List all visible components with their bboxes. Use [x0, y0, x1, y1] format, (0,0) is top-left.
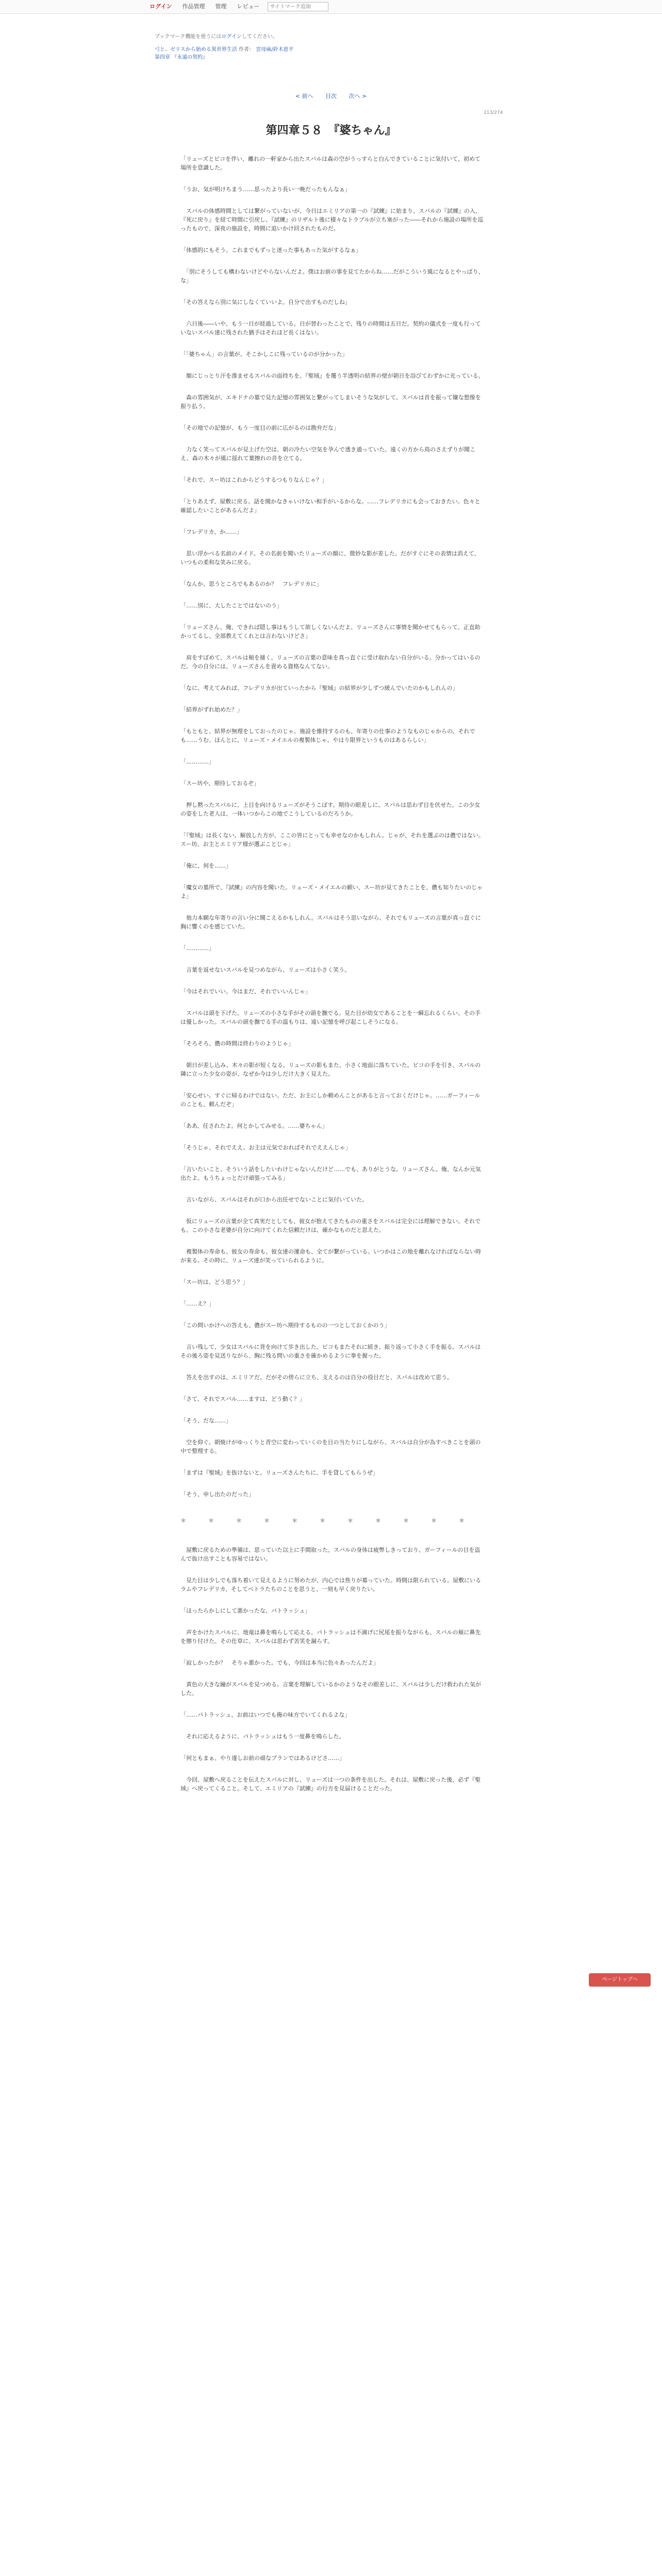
prev-link[interactable]: < 前へ [295, 93, 313, 99]
novel-paragraph: 「そうじゃ、それでええ。お主は元気でおればそれでええんじゃ」 [180, 1144, 351, 1151]
novel-paragraph: 「この問いかけへの答えも、儂がスー坊へ期待するものの一つとしておくかのう」 [180, 1322, 390, 1329]
novel-paragraph: 言葉を返せないスバルを見つめながら、リューズは小さく笑う。 [180, 967, 351, 973]
bookmark-notice [155, 32, 516, 40]
novel-paragraph: 朝日が差し込み、木々の影が短くなる。リューズの影もまた、小さく地面に落ちていた。ビコの手を引き、スバルの隣に立った少女の姿が、なぜか今は少しだけ大きく見えた。 [180, 1062, 481, 1077]
novel-paragraph: 押し黙ったスバルに、上目を向けるリューズがそうこぼす。期待の眼差しに、スバルは思わず目を伏せた。この少女の姿をした老人は、一体いつからこの地でこうしているのだろうか。 [180, 802, 481, 817]
nav-item-works[interactable]: 作品管理 [182, 3, 205, 10]
nav-item-manage[interactable]: 管理 [215, 3, 227, 10]
novel-paragraph: 言いながら、スバルはそれが口から出任せでないことに気付いていた。 [180, 1196, 368, 1203]
novel-paragraph: 「なんか、思うところでもあるのか？ フレデリカに」 [180, 581, 322, 587]
novel-paragraph: 「寂しかったか？ そりゃ悪かった。でも、今回は本当に色々あったんだよ」 [180, 1659, 379, 1666]
novel-paragraph: 思い浮かべる名前のメイド。その名前を聞いたリューズの顔に、微妙な影が差した。だがすぐにその表情は消えて、いつもの柔和な笑みに戻る。 [180, 550, 480, 566]
section-separator: ＊ ＊ ＊ ＊ ＊ ＊ ＊ ＊ ＊ ＊ ＊ [180, 1517, 473, 1524]
novel-paragraph: 複製体の寿命も、彼女の寿命も、彼女達の運命も、全てが繋がっている。いつかはこの地を離れなければならない時が来る。その時に、リューズ達が笑っていられるように。 [180, 1248, 481, 1264]
novel-paragraph: 「安心せい。すぐに帰るわけではない。ただ、お主にしか頼めんことがあると言っておくだけじゃ。……ガーフィールのことも、頼んだぞ」 [180, 1092, 481, 1108]
novel-paragraph: 六日後――いや、もう一日が経過している。日が替わったことで、残りの時間は五日だ。契約の儀式を一度も行っていないスバル達に残された猶予はそれほど長くはない。 [180, 320, 481, 336]
next-link[interactable]: 次へ > [349, 93, 367, 99]
chapter-pager [0, 92, 662, 100]
novel-body [180, 155, 485, 1806]
novel-paragraph: 「なに、考えてみれば、フレデリカが出ていったから『聖域』の結界が少しずつ緩んでいたのかもしれんの」 [180, 685, 458, 691]
novel-paragraph: 「リューズとビコを伴い、離れの一軒家から出たスバルは森の空がうっすらと白んできていることに気付いて、初めて場所を意識した。 [180, 156, 481, 171]
novel-paragraph: 「…………」 [180, 758, 214, 765]
series-title-link[interactable]: 弓と、ゼリスから始める異世界生活 [155, 47, 237, 53]
novel-paragraph: スバルは頭を下げた。リューズの小さな手がその頭を撫でる。見た目が幼女であることを一瞬忘れるくらい、その手は優しかった。スバルの頭を撫でる手の温もりは、遠い記憶を呼び起こしそうになる。 [180, 1010, 481, 1025]
novel-paragraph: 今回、屋敷へ戻ることを伝えたスバルに対し、リューズは一つの条件を出した。それは、屋敷に戻った後、必ず『聖域』へ戻ってくること。そして、エミリアの『試練』の行方を見届けることだった。 [180, 1776, 481, 1792]
novel-paragraph: 他力本願な年寄りの言い分に聞こえるかもしれん。スバルはそう思いながら、それでもリューズの言葉が真っ直ぐに胸に響くのを感じていた。 [180, 914, 481, 930]
novel-paragraph: 「体感的にもそう。これまでもずっと迷った事もあった気がするなぁ」 [180, 247, 362, 253]
novel-paragraph: 肩をすぼめて、スバルは頬を掻く。リューズの言葉の意味を真っ直ぐに受け取れない自分がいる。分かってはいるのだ。今の自分には、リューズさんを責める資格なんてない。 [180, 654, 481, 670]
novel-paragraph: 「『聖域』は長くない。解放した方が、ここの皆にとっても幸せなのかもしれん。じゃが、それを選ぶのは儂ではない。スー坊、お主とエミリア様が選ぶことじゃ」 [180, 832, 484, 848]
novel-paragraph: 「とりあえず、屋敷に戻る。話を聞かなきゃいけない相手がいるからな。……フレデリカにも会っておきたい。色々と確認したいことがあるんだよ」 [180, 498, 481, 514]
notice-suffix: してください。 [241, 34, 278, 40]
novel-header [155, 32, 516, 61]
nav-item-review[interactable]: レビュー [237, 3, 260, 10]
novel-paragraph: 「ほったらかしにして悪かったな、パトラッシュ」 [180, 1607, 311, 1614]
novel-paragraph: 声をかけたスバルに、地竜は鼻を鳴らして応える。パトラッシュは不満げに尻尾を振りながらも、スバルの頬に鼻先を擦り付けた。その仕草に、スバルは思わず苦笑を漏らす。 [180, 1629, 481, 1645]
toc-link[interactable]: 目次 [325, 93, 337, 99]
novel-paragraph: 「そう、だな……」 [180, 1417, 231, 1424]
novel-paragraph: 見た目は少しでも落ち着いて見えるように努めたが、内心では焦りが募っていた。時間は限られている。屋敷にいるラムやフレデリカ、そしてペトラたちのことを思うと、一刻も早く戻りたい。 [180, 1577, 481, 1592]
novel-paragraph: 屋敷に戻るための準備は、思っていた以上に手間取った。スバルの身体は疲弊しきっており、ガーフィールの目を盗んで抜け出すことも容易ではない。 [180, 1547, 481, 1562]
chapter-counter: 213/274 [484, 110, 503, 115]
novel-paragraph: 「その答えなら別に気にしなくていいよ。自分で出すものだしね」 [180, 299, 351, 306]
novel-paragraph: 「「婆ちゃん」の言葉が、そこかしこに残っているのが分かった」 [180, 351, 348, 358]
chapter-group: 第四章 『永遠の契約』 [155, 55, 208, 60]
top-navigation-bar [0, 0, 662, 14]
series-info [155, 46, 516, 54]
novel-paragraph: 「それで、スー坊はこれからどうするつもりなんじゃ？」 [180, 477, 328, 483]
novel-paragraph: 「さて、それでスバル……ますは、どう動く？」 [180, 1396, 305, 1402]
novel-paragraph: 「結界がずれ始めた？」 [180, 706, 243, 713]
novel-paragraph: 「リューズさん、俺、できれば隠し事はもうして欲しくないんだよ。リューズさんに事情を聞かせてもらって、正直助かってるし、全部教えてくれとは言わないけどさ」 [180, 624, 481, 639]
novel-paragraph: 「俺に、何を……」 [180, 862, 231, 869]
novel-paragraph: 「そう、申し出たのだった」 [180, 1491, 254, 1498]
novel-paragraph: 「…………」 [180, 945, 214, 952]
search-input[interactable] [268, 2, 328, 11]
novel-paragraph: 「……え？」 [180, 1300, 214, 1307]
novel-paragraph: 森の雰囲気が、エキドナの墓で見た記憶の雰囲気と繋がってしまいそうな気がして、スバルは首を振って嫌な想像を振り払う。 [180, 394, 481, 410]
novel-paragraph: 「……パトラッシュ、お前はいつでも俺の味方でいてくれるよな」 [180, 1711, 351, 1718]
page-top-button[interactable]: ページトップへ [589, 1973, 651, 1987]
novel-paragraph: それに応えるように、パトラッシュはもう一度鼻を鳴らした。 [180, 1733, 345, 1740]
novel-paragraph: 「今はそれでいい。今はまだ、それでいいんじゃ」 [180, 988, 311, 995]
novel-paragraph: 「うお、気が明けちまう……思ったより長い一晩だったもんなぁ」 [180, 186, 351, 193]
novel-paragraph: 言い残して、少女はスバルに背を向けて歩き出した。ビコもまたそれに続き、振り返って小さく手を振る。スバルはその後ろ姿を見送りながら、胸に残る問いの重さを確かめるように拳を握った。 [180, 1344, 481, 1359]
novel-paragraph: 空を仰ぐ。朝焼けがゆっくりと青空に変わっていくのを目の当たりにしながら、スバルは自分が為すべきことを頭の中で整理する。 [180, 1439, 481, 1454]
author-link[interactable]: 雲母麻/鈴木恵平 [256, 47, 294, 53]
novel-paragraph: 「もともと、結界が無理をしておったのじゃ。施設を維持するのも、年寄りの仕事のようなものじゃからの。それでも……うむ。ほんとに、リューズ・メイエルの複製体じゃ。やはり限界というものはあるらしい」 [180, 728, 475, 743]
novel-paragraph: スバルの体感時間としては繋がっていないが、今日はエミリアの第一の『試練』に始まり、スバルの『試練』の入、『死に戻り』を経て時間に引戻し、『試練』のリザルト後に様々なトラブルが立ち塞がった――それから施設の場所を巡ったもので、深夜の施設を、時間に追いかけ回されたものだ。 [180, 208, 484, 232]
novel-paragraph: 「別にそうしても構わないけどやらないんだよ。僕はお前の事を見てたからね……だがこういう風になるとやっぱり、な」 [180, 268, 484, 284]
novel-paragraph: 力なく笑ってスバルが見上げた空は、朝の冷たい空気を孕んで透き通っていた。遠くの方から鳥のさえずりが聞こえ、森の木々が風に揺れて葉擦れの音を立てる。 [180, 446, 475, 462]
novel-paragraph: 「魔女の墓所で、『試練』の内容を聞いた。リューズ・メイエルの願い、スー坊が見てきたことを、儂も知りたいのじゃよ」 [180, 884, 483, 900]
novel-paragraph: 「そろそろ、儂の時間は終わりのようじゃ」 [180, 1040, 294, 1047]
novel-paragraph: 「ああ、任されたよ。何とかしてみせる。……婆ちゃん」 [180, 1123, 328, 1129]
novel-paragraph: 仮にリューズの言葉が全て真実だとしても、彼女が抱えてきたものの重さをスバルは完全には理解できない。それでも、この小さな老婆が自分に向けてくれた信頼だけは、確かなものだと思えた。 [180, 1218, 481, 1233]
notice-login-link[interactable]: ログイン [221, 34, 242, 40]
novel-paragraph: 「言いたいこと、そういう話をしたいわけじゃないんだけど……でも、ありがとうな。リューズさん。俺、なんか元気出たよ。もうちょっとだけ頑張ってみる」 [180, 1166, 481, 1181]
login-link[interactable]: ログイン [150, 3, 172, 10]
novel-paragraph: 「フレデリカ、か……」 [180, 529, 243, 535]
novel-paragraph: 額にじっとり汗を滲ませるスバルの面持ちを、『聖域』を覆う半透明の結界の壁が朝日を浴びてわずかに光っている。 [180, 372, 484, 379]
novel-paragraph: 「その地での記憶が、もう一度目の前に広がるのは勘弁だな」 [180, 425, 339, 431]
novel-paragraph: 答えを出すのは、エミリアだ。だがその傍らに立ち、支えるのは自分の役目だと、スバルは改めて思う。 [180, 1374, 453, 1381]
author-label: 作者： [239, 47, 254, 53]
novel-paragraph: 黄色の大きな瞳がスバルを見つめる。言葉を理解しているかのようなその眼差しに、スバルは少しだけ救われた気がした。 [180, 1681, 481, 1697]
novel-paragraph: 「まずは『聖域』を抜けないと。リューズさんたちに、手を貸してもらうぜ」 [180, 1469, 379, 1476]
notice-text: ブックマーク機能を使うには [155, 34, 222, 40]
novel-paragraph: 「何ともまぁ、やり遂しお前の頑なプランではあるけどさ……」 [180, 1755, 345, 1761]
chapter-title: 第四章５８ 『婆ちゃん』 [266, 124, 396, 137]
novel-paragraph: 「スー坊は、どう思う？」 [180, 1279, 249, 1285]
novel-paragraph: 「スー坊や、期待しておるぞ」 [180, 780, 260, 787]
novel-paragraph: 「……別に、大したことではないのう」 [180, 602, 283, 609]
